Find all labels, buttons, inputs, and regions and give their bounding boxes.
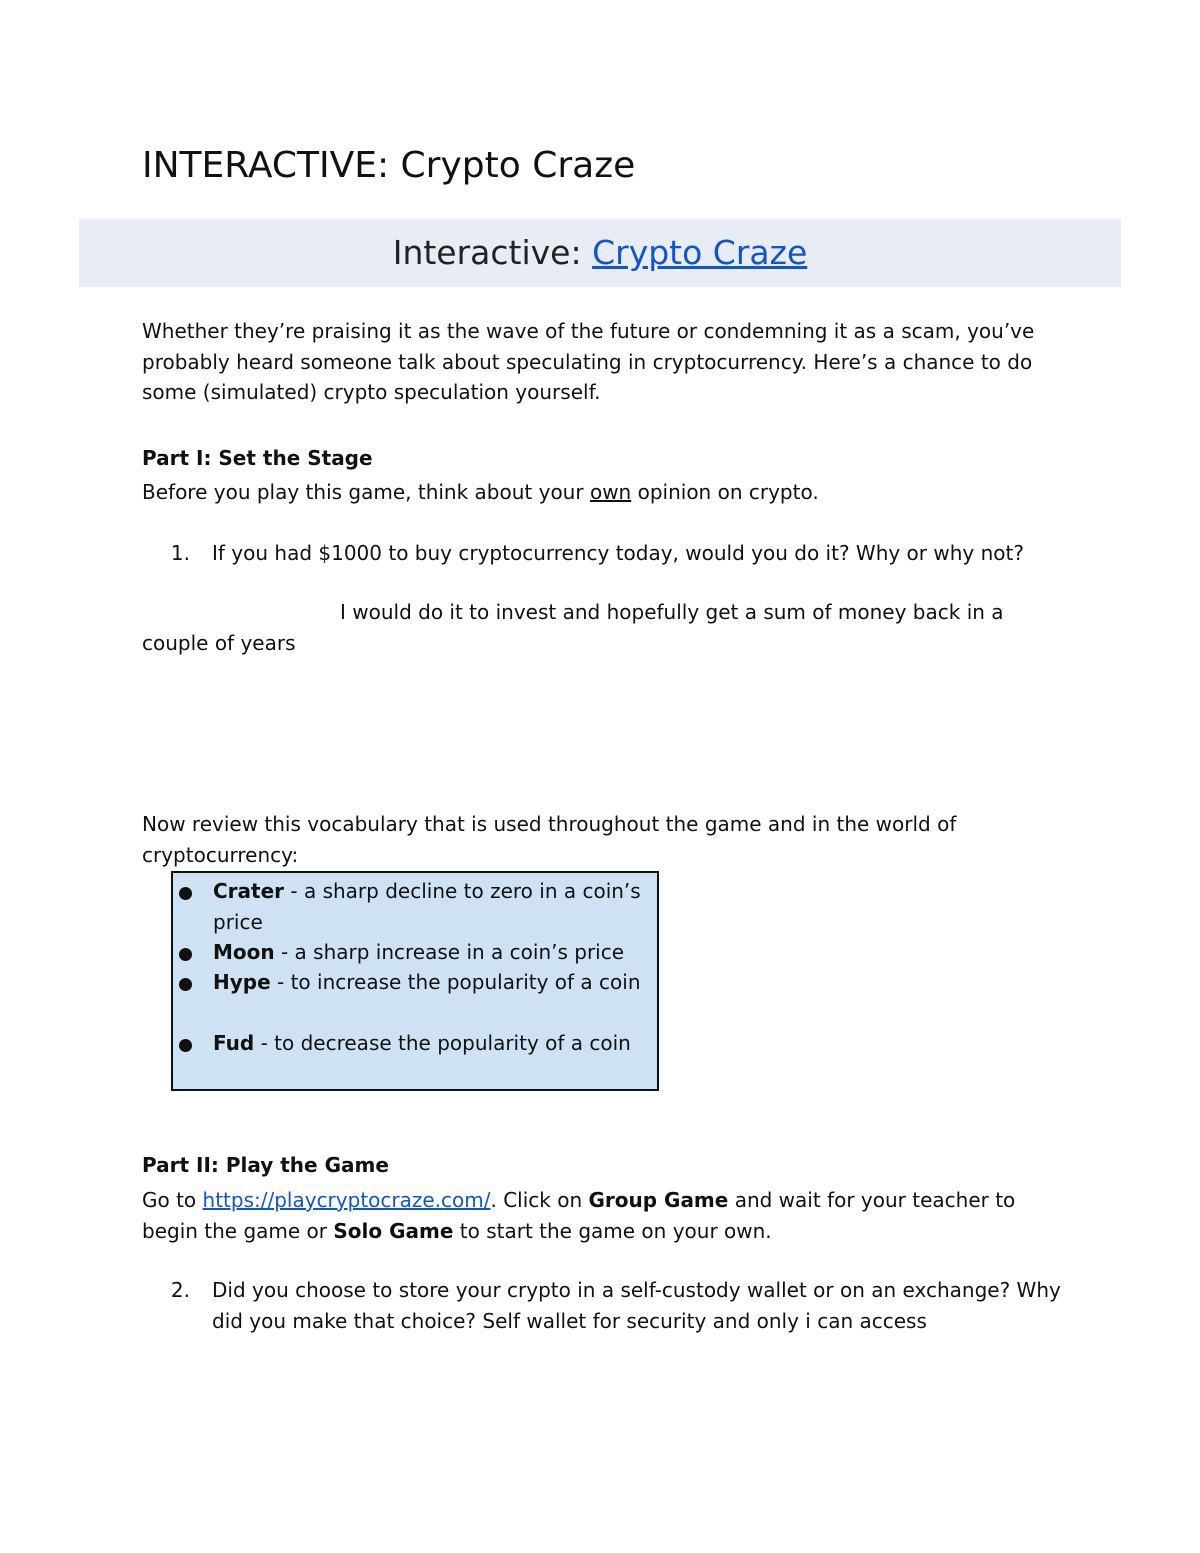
bullet-icon (179, 978, 192, 991)
vocab-term: Moon (213, 940, 275, 964)
intro-paragraph: Whether they’re praising it as the wave of the future or condemning it as a scam, you’ve probably heard someone talk about speculating in cryptocurrency. Here’s a chance to do some (simulated) crypto speculation yourself. (142, 319, 1035, 404)
question-1-text: If you had $1000 to buy cryptocurrency today, would you do it? Why or why not? (212, 541, 1024, 565)
vocab-definition: - a sharp decline to zero in a coin’s price (213, 879, 641, 934)
question-1-number: 1. (170, 541, 190, 565)
vocab-term: Hype (213, 970, 271, 994)
question-2-number: 2. (170, 1278, 190, 1302)
solo-game-text: Solo Game (333, 1218, 454, 1243)
end-text: to start the game on your own. (453, 1218, 772, 1243)
part1-text-underlined: own (589, 480, 632, 504)
part1-instruction (142, 477, 819, 508)
vocab-definition: - to increase the popularity of a coin (270, 970, 641, 994)
go-to-text: Go to (142, 1188, 203, 1212)
crypto-craze-link[interactable]: Crypto Craze (592, 233, 808, 272)
vocab-term: Crater (213, 879, 285, 903)
playcryptocraze-link[interactable]: https://playcryptocraze.com/ (202, 1188, 491, 1212)
part2-instruction (142, 1185, 1062, 1246)
part2-heading: Part II: Play the Game (142, 1153, 389, 1177)
bullet-icon (179, 887, 192, 900)
mid-text: and wait for your teacher to begin the game or (142, 1188, 1016, 1243)
vocab-intro: Now review this vocabulary that is used throughout the game and in the world of cryptocurrency: (142, 812, 957, 867)
part1-text-after: opinion on crypto. (631, 480, 819, 504)
vocab-definition: - to decrease the popularity of a coin (254, 1031, 631, 1055)
group-game-text: Group Game (588, 1188, 729, 1212)
question-2-text: Did you choose to store your crypto in a self-custody wallet or on an exchange? Why did you make that choice? Self wallet for security and only i can access (212, 1278, 1061, 1333)
part1-heading: Part I: Set the Stage (142, 446, 373, 470)
part1-text-before: Before you play this game, think about your (142, 480, 590, 504)
answer-1-line2: couple of years (142, 631, 296, 655)
banner-prefix: Interactive: (392, 233, 593, 272)
document-title: INTERACTIVE: Crypto Craze (142, 145, 636, 186)
vocab-term: Fud (213, 1031, 255, 1055)
interactive-banner (79, 219, 1121, 287)
vocab-definition: - a sharp increase in a coin’s price (274, 940, 625, 964)
answer-1-line1: I would do it to invest and hopefully get a sum of money back in a (340, 600, 1004, 624)
bullet-icon (179, 948, 192, 961)
bullet-icon (179, 1039, 192, 1052)
vocab-box (171, 871, 659, 1091)
after-url-text: . Click on (490, 1188, 589, 1212)
